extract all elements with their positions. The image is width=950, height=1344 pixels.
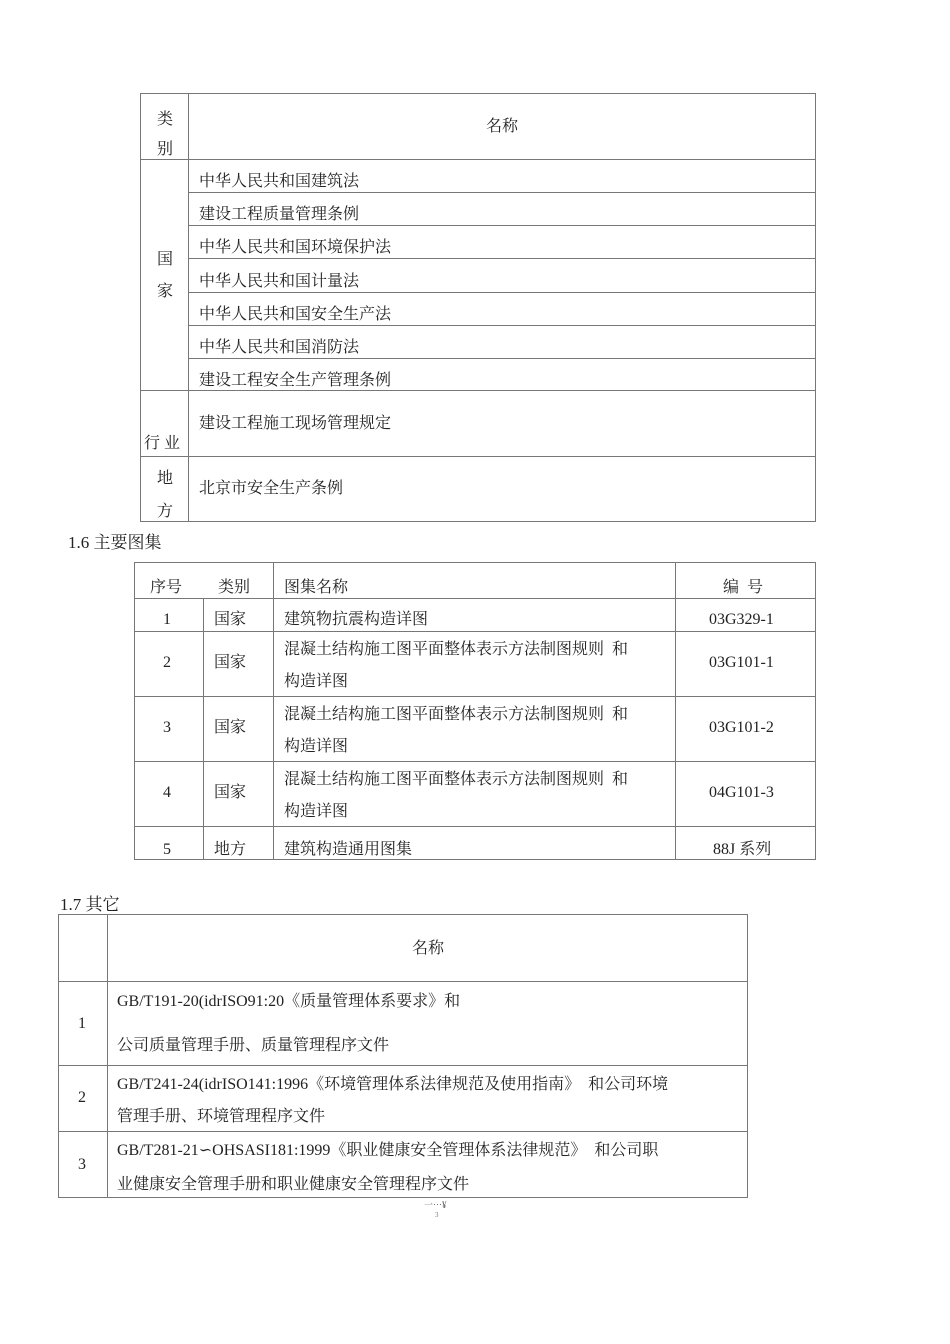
list-item: 建设工程质量管理条例 bbox=[199, 206, 360, 223]
table-row-name: 构造详图 bbox=[284, 803, 349, 820]
table-row-no: 2 bbox=[78, 1089, 86, 1106]
table-row-no: 5 bbox=[163, 841, 171, 858]
category-label: 地 bbox=[157, 470, 174, 487]
table-row-code: 03G329-1 bbox=[709, 611, 774, 628]
list-item: 建设工程施工现场管理规定 bbox=[199, 415, 392, 432]
table-row-category: 地方 bbox=[214, 841, 247, 858]
list-item: 北京市安全生产条例 bbox=[199, 480, 344, 497]
table-row-name: 建筑物抗震构造详图 bbox=[284, 611, 429, 628]
header-name: 名称 bbox=[412, 940, 445, 957]
table-row-no: 1 bbox=[78, 1015, 86, 1032]
table-row-line: GB/T191-20(idrISO91:20《质量管理体系要求》和 bbox=[117, 993, 461, 1010]
table-row-category: 国家 bbox=[214, 654, 247, 671]
header-code: 编 号 bbox=[723, 579, 764, 596]
category-label: 方 bbox=[157, 503, 174, 520]
footer-mark: 一⋯¥ bbox=[424, 1200, 447, 1210]
table-row-category: 国家 bbox=[214, 784, 247, 801]
table-row-no: 4 bbox=[163, 784, 171, 801]
table-row-no: 3 bbox=[78, 1156, 86, 1173]
list-item: 中华人民共和国建筑法 bbox=[199, 173, 360, 190]
table-row-name: 建筑构造通用图集 bbox=[284, 841, 413, 858]
category-label: 国 bbox=[157, 251, 174, 268]
table-row-line: 管理手册、环境管理程序文件 bbox=[117, 1108, 326, 1125]
list-item: 中华人民共和国计量法 bbox=[199, 273, 360, 290]
table-row-no: 3 bbox=[163, 719, 171, 736]
table-row-line: 公司质量管理手册、质量管理程序文件 bbox=[117, 1037, 390, 1054]
table-row-code: 03G101-1 bbox=[709, 654, 774, 671]
header-no: 序号 bbox=[150, 579, 183, 596]
header-category: 类别 bbox=[218, 579, 251, 596]
table-row-line: GB/T241-24(idrISO141:1996《环境管理体系法律规范及使用指南》 和公司环境 bbox=[117, 1076, 669, 1093]
list-item: 中华人民共和国安全生产法 bbox=[199, 306, 392, 323]
table-row-no: 1 bbox=[163, 611, 171, 628]
table-row-category: 国家 bbox=[214, 719, 247, 736]
list-item: 中华人民共和国环境保护法 bbox=[199, 239, 392, 256]
header-category: 类 bbox=[157, 111, 174, 128]
table-row-no: 2 bbox=[163, 654, 171, 671]
table-row-code: 88J 系列 bbox=[713, 841, 772, 858]
table-row-name: 混凝土结构施工图平面整体表示方法制图规则 和 bbox=[284, 771, 629, 788]
table-row-name: 构造详图 bbox=[284, 673, 349, 690]
header-name: 名称 bbox=[486, 118, 519, 135]
table-row-code: 03G101-2 bbox=[709, 719, 774, 736]
header-category: 别 bbox=[157, 141, 174, 158]
table-row-category: 国家 bbox=[214, 611, 247, 628]
section-heading-other: 1.7 其它 bbox=[60, 895, 120, 914]
list-item: 中华人民共和国消防法 bbox=[199, 339, 360, 356]
table-row-name: 混凝土结构施工图平面整体表示方法制图规则 和 bbox=[284, 706, 629, 723]
category-label: 行 业 bbox=[144, 435, 181, 452]
list-item: 建设工程安全生产管理条例 bbox=[199, 372, 392, 389]
section-heading-atlas: 1.6 主要图集 bbox=[68, 533, 162, 552]
table-row-line: 业健康安全管理手册和职业健康安全管理程序文件 bbox=[117, 1176, 470, 1193]
table-row-code: 04G101-3 bbox=[709, 784, 774, 801]
table-row-name: 构造详图 bbox=[284, 738, 349, 755]
header-name: 图集名称 bbox=[284, 579, 349, 596]
category-label: 家 bbox=[157, 283, 174, 300]
table-row-line: GB/T281-21∽OHSASI181:1999《职业健康安全管理体系法律规范》 和公司职 bbox=[117, 1142, 659, 1159]
page-number: 3 bbox=[435, 1211, 439, 1219]
table-row-name: 混凝土结构施工图平面整体表示方法制图规则 和 bbox=[284, 641, 629, 658]
